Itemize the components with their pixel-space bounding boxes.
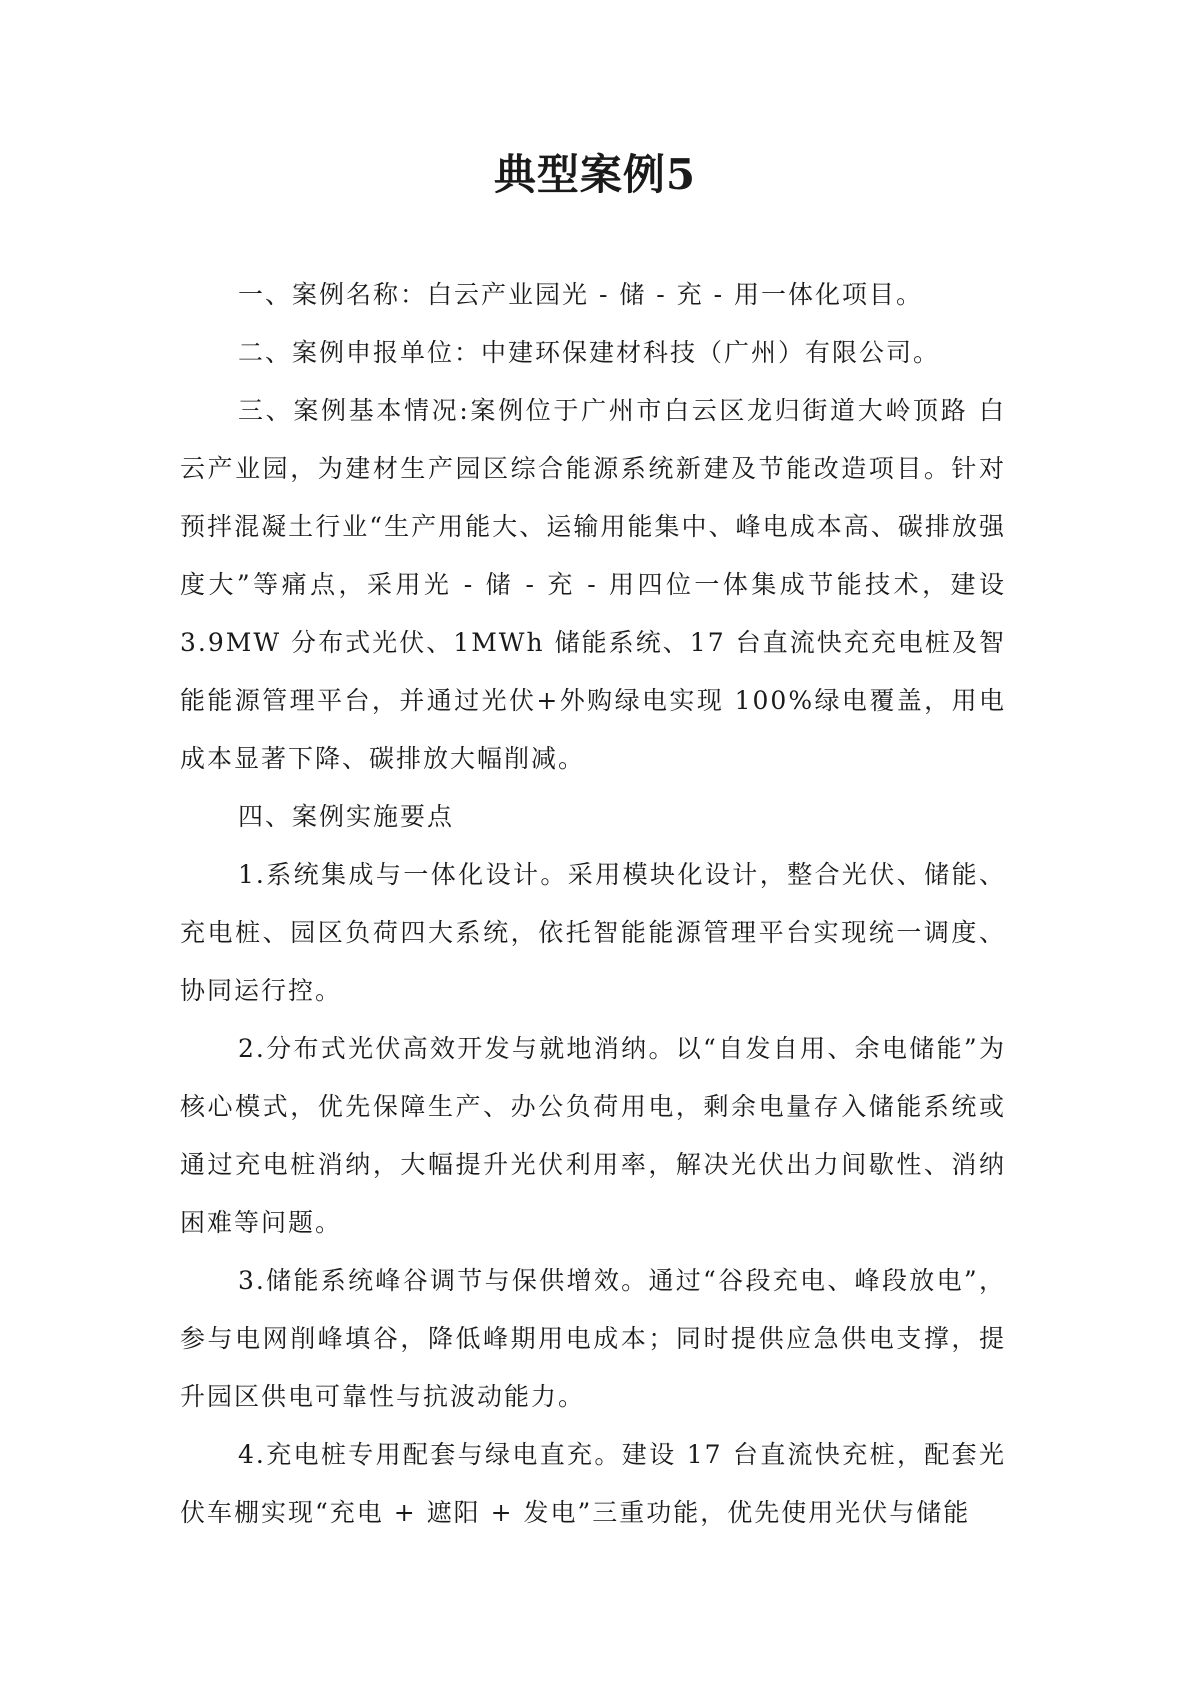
paragraph-point-1: 1.系统集成与一体化设计。采用模块化设计，整合光伏、储能、充电桩、园区负荷四大系统，依托智能能源管理平台实现统一调度、协同运行控。 [180,860,1006,1005]
paragraph-applicant: 二、案例申报单位：中建环保建材科技（广州）有限公司。 [238,338,941,367]
paragraph-case-name: 一、案例名称：白云产业园光 - 储 - 充 - 用一体化项目。 [238,280,924,309]
paragraph-key-points-heading: 四、案例实施要点 [238,802,455,831]
paragraph-point-4: 4.充电桩专用配套与绿电直充。建设 17 台直流快充桩，配套光伏车棚实现“充电 + 遮阳 + 发电”三重功能，优先使用光伏与储能 [180,1440,1006,1527]
paragraph-point-2: 2.分布式光伏高效开发与就地消纳。以“自发自用、余电储能”为核心模式，优先保障生产、办公负荷用电，剩余电量存入储能系统或通过充电桩消纳，大幅提升光伏利用率，解决光伏出力间歇性、消纳困难等问题。 [180,1034,1006,1237]
paragraph-basic-info: 三、案例基本情况:案例位于广州市白云区龙归街道大岭顶路 白云产业园，为建材生产园区综合能源系统新建及节能改造项目。针对预拌混凝土行业“生产用能大、运输用能集中、峰电成本高、碳排放强度大”等痛点，采用光 - 储 - 充 - 用四位一体集成节能技术，建设 3.9MW 分布式光伏、1MWh 储能系统、17 台直流快充充电桩及智能能源管理平台，并通过光伏+外购绿电实现 100%绿电覆盖，用电成本显著下降、碳排放大幅削减。 [180,396,1006,773]
document-body [180,266,1006,1542]
document-title: 典型案例5 [493,150,697,199]
paragraph-point-3: 3.储能系统峰谷调节与保供增效。通过“谷段充电、峰段放电”，参与电网削峰填谷，降低峰期用电成本；同时提供应急供电支撑，提升园区供电可靠性与抗波动能力。 [180,1266,1006,1411]
